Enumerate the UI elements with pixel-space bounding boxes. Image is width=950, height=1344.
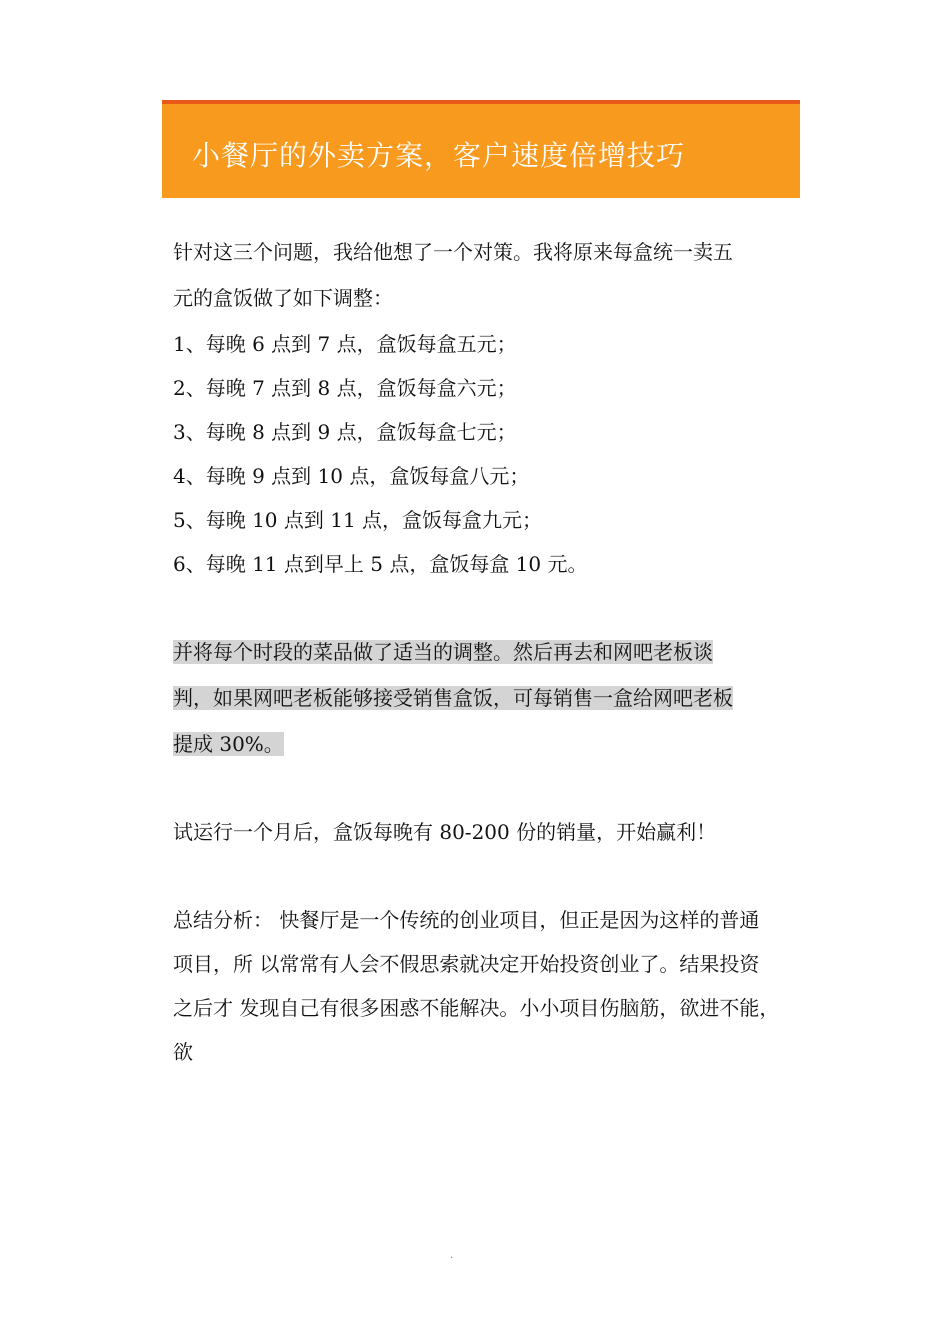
negotiation-text-2: 判，如果网吧老板能够接受销售盒饭，可每销售一盒给网吧老板 xyxy=(173,686,733,710)
intro-line-2: 元的盒饭做了如下调整： xyxy=(173,286,393,310)
title-banner xyxy=(162,100,800,198)
price-item-3: 3、每晚 8 点到 9 点，盒饭每盒七元； xyxy=(173,420,517,444)
negotiation-line-2 xyxy=(173,684,733,712)
page-footer-mark: . xyxy=(450,1250,454,1261)
price-item-1: 1、每晚 6 点到 7 点，盒饭每盒五元； xyxy=(173,332,517,356)
price-item-4: 4、每晚 9 点到 10 点，盒饭每盒八元； xyxy=(173,464,530,488)
price-item-2: 2、每晚 7 点到 8 点，盒饭每盒六元； xyxy=(173,376,517,400)
negotiation-line-1 xyxy=(173,638,713,666)
result-line: 试运行一个月后，盒饭每晚有 80-200 份的销量，开始赢利！ xyxy=(173,820,717,844)
summary-line-3: 之后才 发现自己有很多困惑不能解决。小小项目伤脑筋，欲进不能， xyxy=(173,996,780,1020)
negotiation-text-3: 提成 30%。 xyxy=(173,732,284,756)
summary-line-1: 总结分析： 快餐厅是一个传统的创业项目，但正是因为这样的普通 xyxy=(173,908,760,932)
price-item-6: 6、每晚 11 点到早上 5 点，盒饭每盒 10 元。 xyxy=(173,552,588,576)
negotiation-line-3 xyxy=(173,730,284,758)
page-title: 小餐厅的外卖方案，客户速度倍增技巧 xyxy=(192,139,686,172)
summary-line-2: 项目，所 以常常有人会不假思索就决定开始投资创业了。结果投资 xyxy=(173,952,760,976)
negotiation-text-1: 并将每个时段的菜品做了适当的调整。然后再去和网吧老板谈 xyxy=(173,640,713,664)
price-item-5: 5、每晚 10 点到 11 点，盒饭每盒九元； xyxy=(173,508,543,532)
summary-line-4: 欲 xyxy=(173,1040,193,1064)
intro-line-1: 针对这三个问题，我给他想了一个对策。我将原来每盒统一卖五 xyxy=(173,240,733,264)
